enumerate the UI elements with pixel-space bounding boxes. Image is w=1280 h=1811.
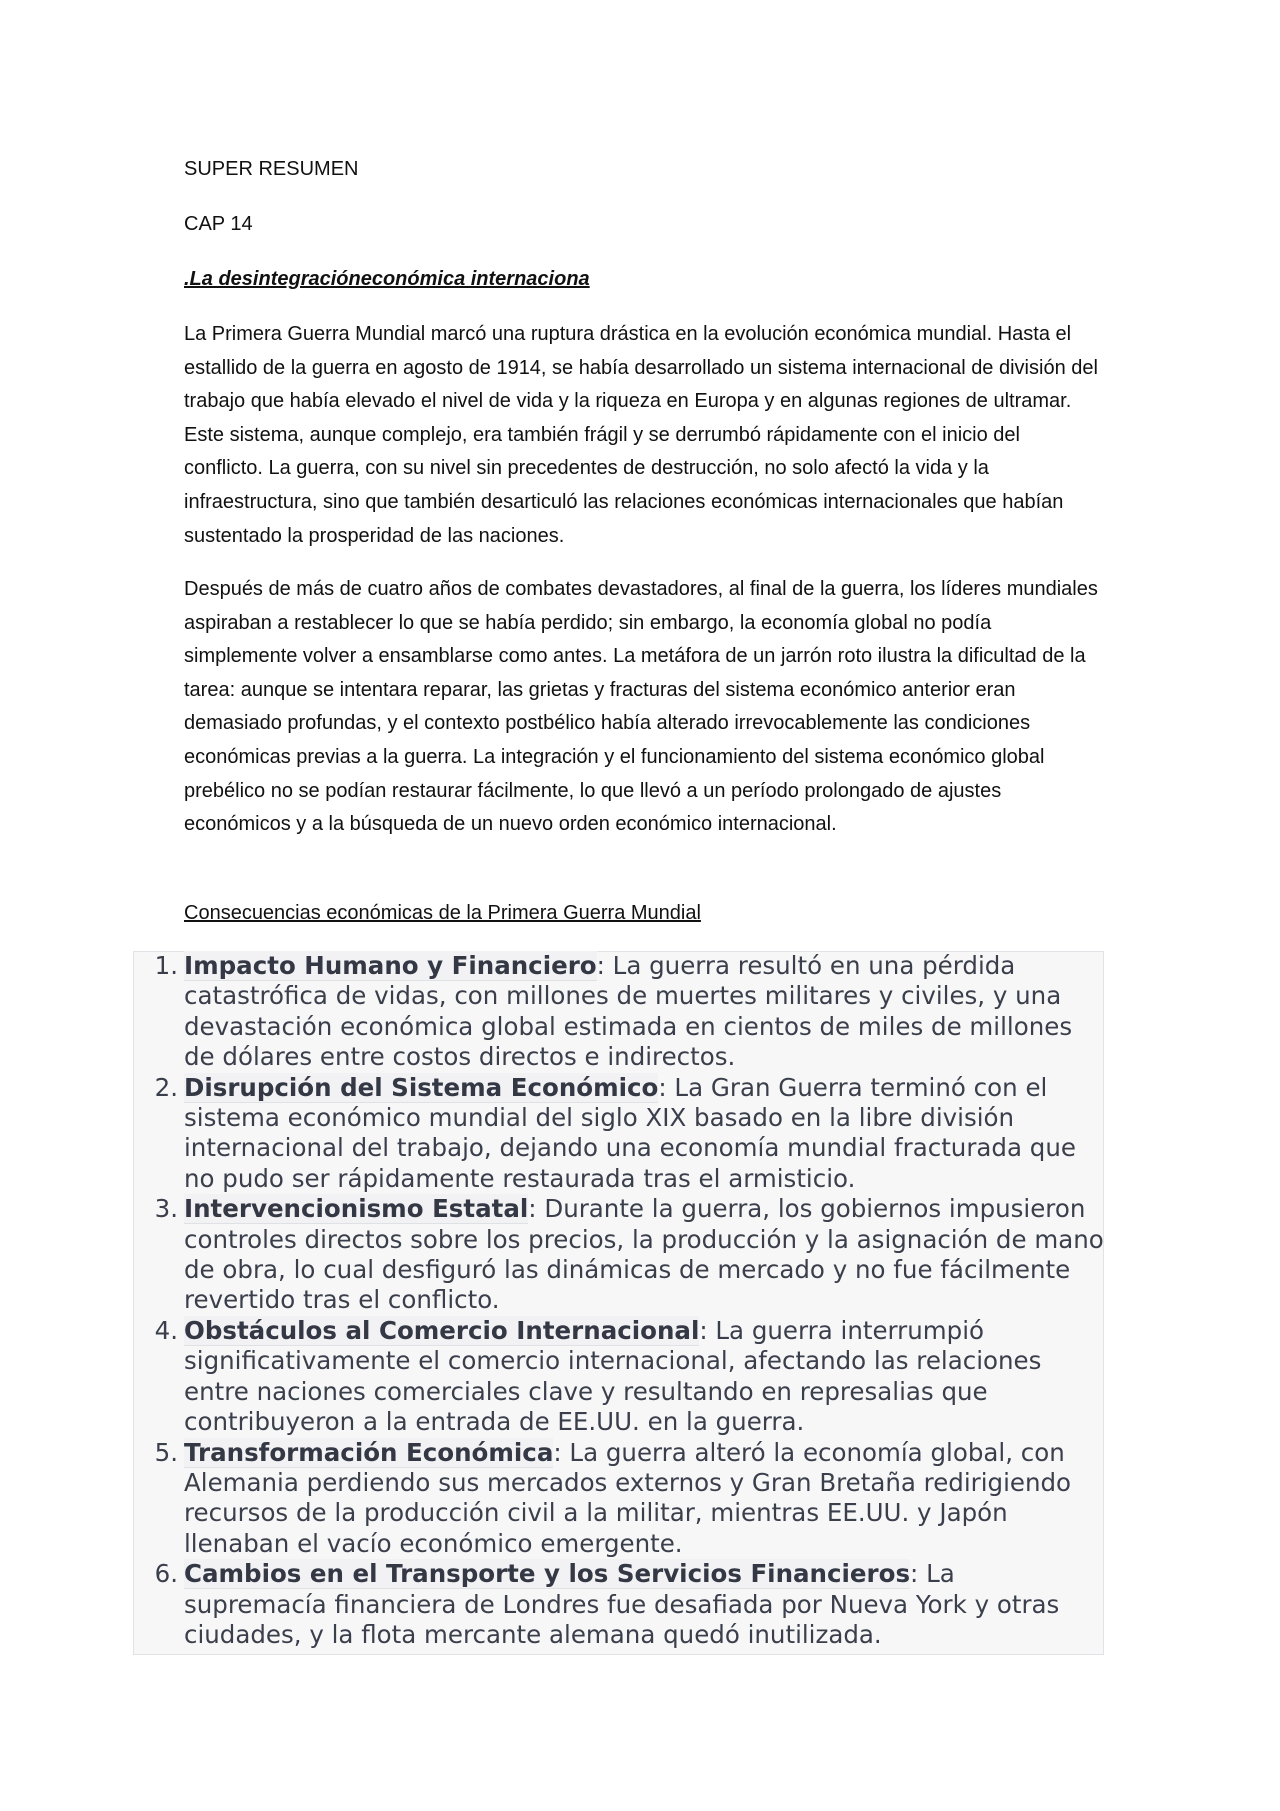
paragraph-1: La Primera Guerra Mundial marcó una ruptura drástica en la evolución económica mundial. Hasta el estallido de la guerra en agosto de 1914, se había desarrollado un sistema internacional de división del trabajo que había elevado el nivel de vida y la riqueza en Europa y en algunas regiones de ultramar. Este sistema, aunque complejo, era también frágil y se derrumbó rápidamente con el inicio del conflicto. La guerra, con su nivel sin precedentes de destrucción, no solo afectó la vida y la infraestructura, sino que también desarticuló las relaciones económicas internacionales que habían sustentado la prosperidad de las naciones. <box>184 323 1098 547</box>
list-term: Obstáculos al Comercio Internacional <box>184 1315 700 1345</box>
list-text: : La Gran Guerra terminó con el sistema económico mundial del siglo XIX basado en la libre división internacional del trabajo, dejando una economía mundial fracturada que no pudo ser rápidamente restaurada tras el armisticio. <box>184 1072 1076 1193</box>
section-heading: .La desintegracióneconómica internaciona <box>184 268 590 290</box>
list-term: Impacto Humano y Financiero <box>184 951 597 980</box>
subheading: Consecuencias económicas de la Primera Guerra Mundial <box>184 902 701 924</box>
list-text: : La supremacía financiera de Londres fue desafiada por Nueva York y otras ciudades, y la flota mercante alemana quedó inutilizada. <box>184 1559 1060 1649</box>
list-item <box>154 1072 1104 1195</box>
document-title: SUPER RESUMEN <box>184 158 359 180</box>
list-item <box>154 1315 1104 1438</box>
list-number: 1. <box>154 951 178 980</box>
list-text: : La guerra interrumpió significativamente el comercio internacional, afectando las relaciones entre naciones comerciales clave y resultando en represalias que contribuyeron a la entrada de EE.UU. en la guerra. <box>184 1315 1042 1437</box>
list-term: Disrupción del Sistema Económico <box>184 1072 659 1102</box>
list-term: Intervencionismo Estatal <box>184 1194 529 1224</box>
consequences-list <box>154 951 1104 1650</box>
list-text: : Durante la guerra, los gobiernos impusieron controles directos sobre los precios, la producción y la asignación de mano de obra, lo cual desfiguró las dinámicas de mercado y no fue fácilmente revertido tras el conflicto. <box>184 1194 1104 1315</box>
list-text: : La guerra alteró la economía global, con Alemania perdiendo sus mercados externos y Gran Bretaña redirigiendo recursos de la producción civil a la militar, mientras EE.UU. y Japón llenaban el vacío económico emergente. <box>184 1437 1072 1558</box>
list-term: Cambios en el Transporte y los Servicios Financieros <box>184 1559 911 1589</box>
list-number: 5. <box>154 1437 178 1467</box>
chapter-label: CAP 14 <box>184 213 253 235</box>
list-item <box>154 1437 1104 1560</box>
list-number: 6. <box>154 1559 178 1589</box>
list-term: Transformación Económica <box>184 1437 554 1467</box>
paragraph-2: Después de más de cuatro años de combates devastadores, al final de la guerra, los líderes mundiales aspiraban a restablecer lo que se había perdido; sin embargo, la economía global no podía simplemente volver a ensamblarse como antes. La metáfora de un jarrón roto ilustra la dificultad de la tarea: aunque se intentara reparar, las grietas y fracturas del sistema económico anterior eran demasiado profundas, y el contexto postbélico había alterado irrevocablemente las condiciones económicas previas a la guerra. La integración y el funcionamiento del sistema económico global prebélico no se podían restaurar fácilmente, lo que llevó a un período prolongado de ajustes económicos y a la búsqueda de un nuevo orden económico internacional. <box>184 578 1098 836</box>
list-item <box>154 1559 1104 1650</box>
list-item <box>154 1194 1104 1316</box>
list-text: : La guerra resultó en una pérdida catastrófica de vidas, con millones de muertes militares y civiles, y una devastación económica global estimada en cientos de miles de millones de dólares entre costos directos e indirectos. <box>184 951 1073 1072</box>
list-number: 2. <box>154 1072 178 1102</box>
list-item <box>154 951 1104 1073</box>
list-number: 4. <box>154 1315 178 1345</box>
list-number: 3. <box>154 1194 178 1224</box>
